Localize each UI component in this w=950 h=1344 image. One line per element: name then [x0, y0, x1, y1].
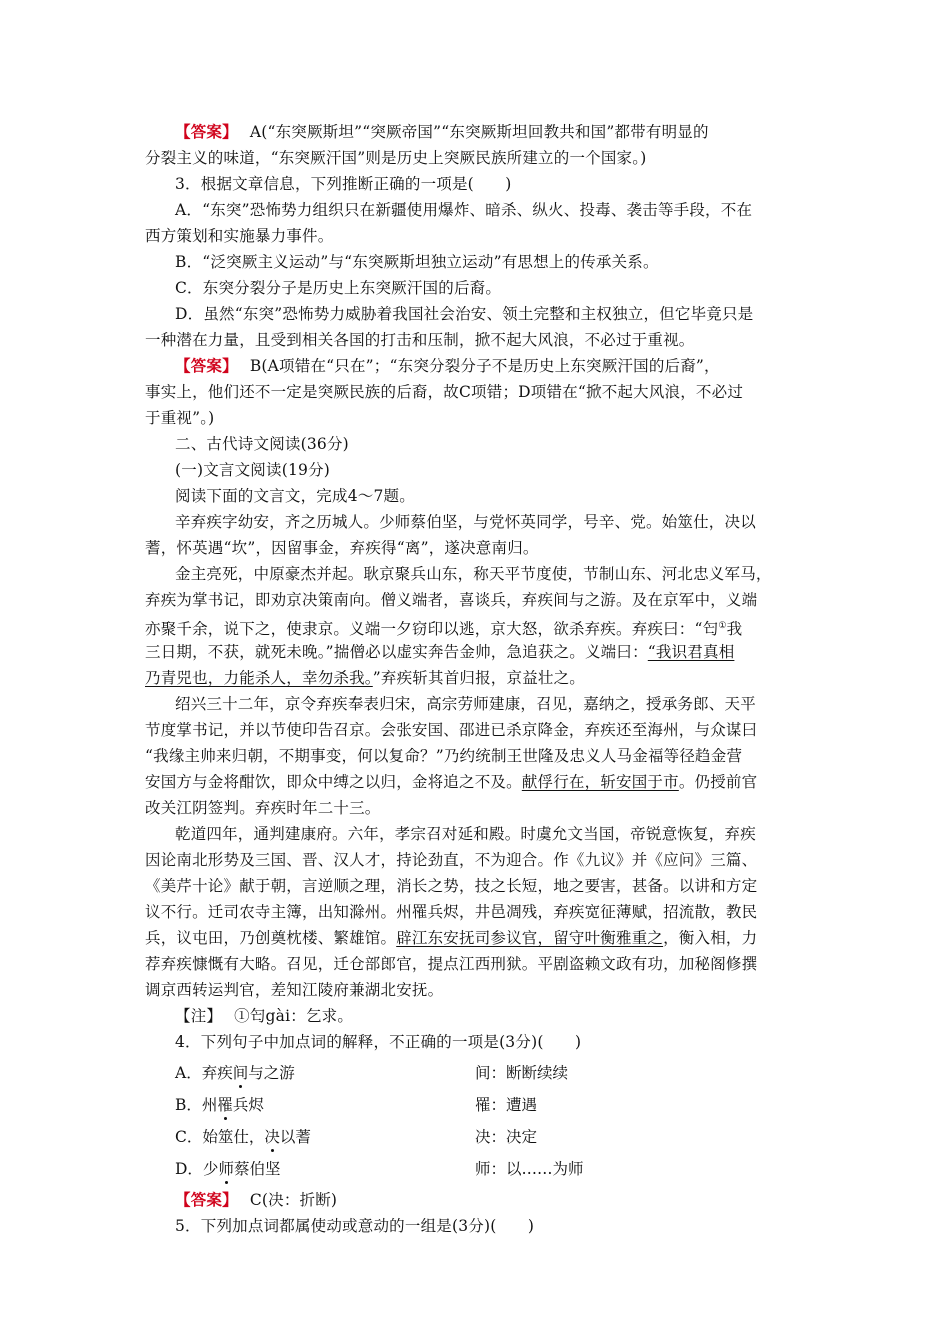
question-3: 3．根据文章信息，下列推断正确的一项是( ): [175, 175, 512, 193]
passage-line: 改关江阴签判。弃疾时年二十三。: [145, 799, 381, 817]
option-line: 西方策划和实施暴力事件。: [145, 227, 334, 245]
passage-line: 蓍，怀英遇“坎”，因留事金，弃疾得“离”，遂决意南归。: [145, 539, 539, 557]
option-line: 一种潜在力量，且受到相关各国的打击和压制，掀不起大风浪，不必过于重视。: [145, 331, 695, 349]
text-line: 分裂主义的味道，“东突厥汗国”则是历史上突厥民族所建立的一个国家。): [145, 149, 647, 167]
emphasis-dot-char: 罹: [217, 1096, 233, 1114]
question-5: 5．下列加点词都属使动或意动的一组是(3分)( ): [175, 1217, 535, 1235]
answer-line: 【答案】 B(A项错在“只在”；“东突分裂分子不是历史上东突厥汗国的后裔”，: [175, 356, 720, 375]
option-b-explain: 罹：遭遇: [475, 1096, 538, 1114]
passage-line: 弃疾为掌书记，即劝京决策南向。僧义端者，喜谈兵，弃疾间与之游。及在京军中，义端: [145, 591, 758, 609]
passage-line: 调京西转运判官，差知江陵府兼湖北安抚。: [145, 981, 444, 999]
note-line: 【注】 ①匄gài：乞求。: [175, 1007, 354, 1025]
subsection-heading: (一)文言文阅读(19分): [175, 461, 331, 479]
passage-line: 绍兴三十二年，京令弃疾奉表归宋，高宗劳师建康，召见，嘉纳之，授承务郎、天平: [175, 695, 756, 713]
emphasis-dot-char: 决: [264, 1128, 280, 1146]
answer-tag: 【答案】: [175, 1190, 238, 1209]
option-c-label: C．始筮仕，决以蓍: [175, 1128, 311, 1146]
emphasis-dot-char: 间: [232, 1064, 249, 1082]
passage-line: 节度掌书记，并以节使印告召京。会张安国、邵进已杀京降金，弃疾还至海州，与众谋曰: [145, 721, 758, 739]
option-d-explain: 师：以……为师: [475, 1160, 584, 1178]
option-a-label: A．弃疾间与之游: [175, 1064, 295, 1082]
passage-line: 《美芹十论》献于朝，言逆顺之理，消长之势，技之长短，地之要害，甚备。以讲和方定: [145, 877, 758, 895]
answer-tag: 【答案】: [175, 122, 238, 141]
underlined-sentence: 乃青兕也，力能杀人，幸勿杀我。: [145, 669, 373, 687]
answer-line: 【答案】 A(“东突厥斯坦”“突厥帝国”“东突厥斯坦回教共和国”都带有明显的: [175, 122, 709, 141]
text-line: 事实上，他们还不一定是突厥民族的后裔，故C项错；D项错在“掀不起大风浪，不必过: [145, 383, 744, 401]
passage-line: 辛弃疾字幼安，齐之历城人。少师蔡伯坚，与党怀英同学，号辛、党。始筮仕，决以: [175, 513, 756, 531]
passage-line: 兵，议屯田，乃创奠枕楼、繁雄馆。辟江东安抚司参议官，留守叶衡雅重之，衡入相，力: [145, 929, 758, 947]
underlined-sentence: “我识君真相: [647, 643, 735, 661]
text-line: 于重视”。): [145, 409, 215, 427]
option-line: B．“泛突厥主义运动”与“东突厥斯坦独立运动”有思想上的传承关系。: [175, 253, 659, 271]
question-4: 4．下列句子中加点词的解释，不正确的一项是(3分)( ): [175, 1033, 582, 1051]
passage-line: 亦聚千余，说下之，使隶京。义端一夕窃印以逃，京大怒，欲杀弃疾。弃疾曰：“匄①我: [145, 620, 743, 639]
passage-line: “我缘主帅来归朝，不期事变，何以复命？”乃约统制王世隆及忠义人马金福等径趋金营: [145, 747, 743, 765]
passage-line: 乃青兕也，力能杀人，幸勿杀我。”弃疾斩其首归报，京益壮之。: [145, 669, 585, 687]
answer-line: 【答案】 C(决：折断): [175, 1190, 338, 1209]
option-a-explain: 间：断断续续: [475, 1064, 569, 1082]
option-b-label: B．州罹兵烬: [175, 1096, 264, 1114]
passage-line: 荐弃疾慷慨有大略。召见，迁仓部郎官，提点江西刑狱。平剧盗赖文政有功，加秘阁修撰: [145, 955, 758, 973]
passage-line: 因论南北形势及三国、晋、汉人才，持论劲直，不为迎合。作《九议》并《应问》三篇、: [145, 851, 758, 869]
underlined-sentence: 辟江东安抚司参议官，留守叶衡雅重之: [396, 929, 664, 947]
footnote-marker: ①: [718, 621, 727, 631]
note-tag: 【注】: [175, 1007, 223, 1025]
instruction: 阅读下面的文言文，完成4～7题。: [175, 487, 415, 505]
option-line: C．东突分裂分子是历史上东突厥汗国的后裔。: [175, 279, 502, 297]
underlined-sentence: 献俘行在，斩安国于市: [521, 773, 679, 791]
passage-line: 金主亮死，中原豪杰并起。耿京聚兵山东，称天平节度使，节制山东、河北忠义军马，: [175, 565, 772, 583]
option-line: A．“东突”恐怖势力组织只在新疆使用爆炸、暗杀、纵火、投毒、袭击等手段，不在: [175, 201, 753, 219]
section-heading: 二、古代诗文阅读(36分): [175, 435, 349, 453]
option-c-explain: 决：决定: [475, 1128, 538, 1146]
passage-line: 安国方与金将酣饮，即众中缚之以归，金将追之不及。献俘行在，斩安国于市。仍授前官: [145, 773, 758, 791]
passage-line: 三日期，不获，就死未晚。”揣僧必以虚实奔告金帅，急追获之。义端曰：“我识君真相: [145, 643, 735, 661]
answer-tag: 【答案】: [175, 356, 238, 375]
passage-line: 乾道四年，通判建康府。六年，孝宗召对延和殿。时虞允文当国，帝锐意恢复，弃疾: [175, 825, 756, 843]
option-line: D．虽然“东突”恐怖势力威胁着我国社会治安、领土完整和主权独立，但它毕竟只是: [175, 305, 754, 323]
emphasis-dot-char: 师: [218, 1160, 234, 1178]
option-d-label: D．少师蔡伯坚: [175, 1160, 281, 1178]
passage-line: 议不行。迁司农寺主簿，出知滁州。州罹兵烬，井邑凋残，弃疾宽征薄赋，招流散，教民: [145, 903, 758, 921]
